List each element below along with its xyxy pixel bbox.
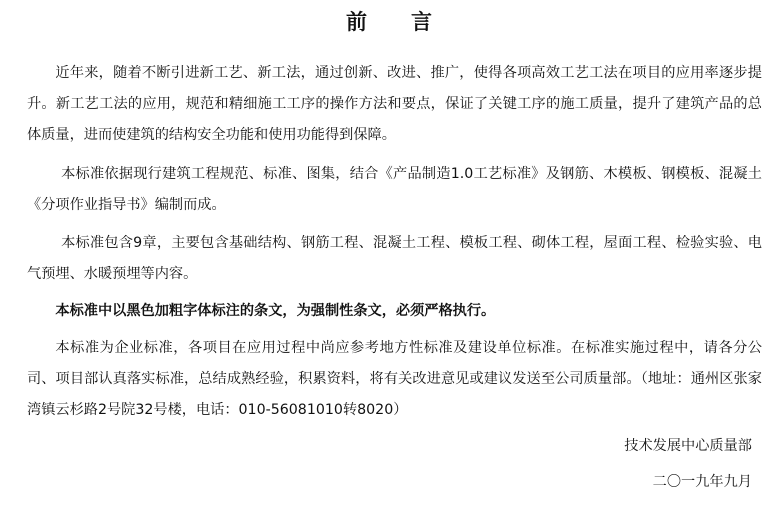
page-title	[0, 9, 778, 35]
paragraph-basis: 本标准依据现行建筑工程规范、标准、图集，结合《产品制造1.0工艺标准》及钢筋、木模板、钢模板、混凝土《分项作业指导书》编制而成。	[27, 166, 762, 213]
title-char-1: 前	[346, 10, 367, 34]
title-char-2: 言	[411, 10, 432, 34]
paragraph-mandatory-note: 本标准中以黑色加粗字体标注的条文，为强制性条文，必须严格执行。	[55, 303, 496, 319]
paragraph-intro: 近年来，随着不断引进新工艺、新工法，通过创新、改进、推广，使得各项高效工艺工法在项目的应用率逐步提升。新工艺工法的应用，规范和精细施工工序的操作方法和要点，保证了关键工序的施工质量，提升了建筑产品的总体质量，进而使建筑的结构安全功能和使用功能得到保障。	[27, 65, 762, 143]
signature-department: 技术发展中心质量部	[624, 438, 752, 454]
paragraph-application: 本标准为企业标准，各项目在应用过程中尚应参考地方性标准及建设单位标准。在标准实施过程中，请各分公司、项目部认真落实标准，总结成熟经验，积累资料，将有关改进意见或建议发送至公司质量部。（地址：通州区张家湾镇云杉路2号院32号楼，电话：010-56081010转8020）	[27, 340, 762, 418]
signature-date: 二〇一九年九月	[652, 474, 752, 490]
paragraph-contents: 本标准包含9章，主要包含基础结构、钢筋工程、混凝土工程、模板工程、砌体工程，屋面工程、检验实验、电气预埋、水暖预埋等内容。	[27, 235, 762, 282]
